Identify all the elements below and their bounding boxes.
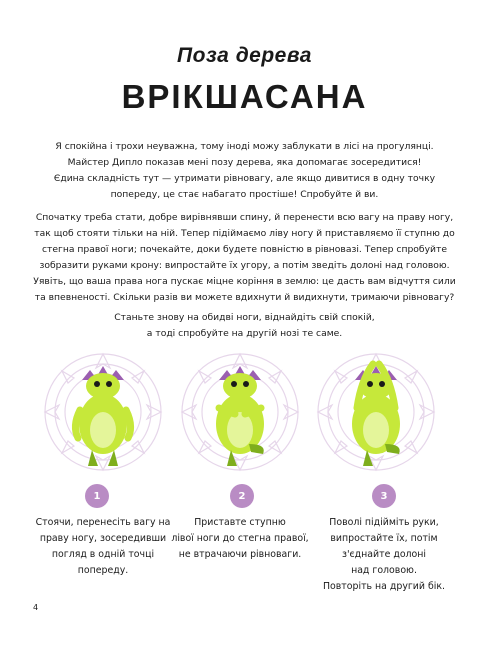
step-caption-line: праву ногу, зосередивши bbox=[39, 533, 167, 544]
step-caption-line: погляд в одній точці bbox=[51, 549, 155, 560]
instructions-line: зобразити руками крону: випростайте їх угору, а потім зведіть долоні над головою. bbox=[39, 260, 450, 271]
intro-line: попереду, це стає набагато простіше! Спробуйте й ви. bbox=[110, 189, 379, 200]
step-2-caption bbox=[165, 515, 315, 563]
step-1-badge: 1 bbox=[85, 484, 109, 508]
step-caption-line: Повторіть на другий бік. bbox=[323, 581, 445, 592]
instructions-line: Уявіть, що ваша права нога пускає міцне коріння в землю: це дасть вам відчуття сили bbox=[33, 276, 456, 287]
instructions-line: так щоб стояти тільки на ній. Тепер підіймаємо ліву ногу й приставляємо її ступню до bbox=[34, 228, 455, 239]
step-caption-line: Приставте ступню bbox=[194, 517, 286, 528]
step-3-caption bbox=[309, 515, 459, 595]
intro-line: Майстер Дипло показав мені позу дерева, яка допомагає зосередитися! bbox=[67, 157, 422, 168]
dinosaur-pose-3-illustration bbox=[311, 350, 441, 480]
step-2-badge: 2 bbox=[230, 484, 254, 508]
step-caption-line: не втрачаючи рівноваги. bbox=[178, 549, 302, 560]
step-caption-line: Стоячи, перенесіть вагу на bbox=[35, 517, 171, 528]
repeat-line: Станьте знову на обидві ноги, віднайдіть свій спокій, bbox=[114, 312, 375, 323]
intro-line: Єдина складність тут — утримати рівновагу, але якщо дивитися в одну точку bbox=[53, 173, 436, 184]
instructions-paragraph bbox=[30, 210, 459, 306]
step-caption-line: з'єднайте долоні bbox=[341, 549, 427, 560]
step-caption-line: попереду. bbox=[77, 565, 129, 576]
dinosaur-figure bbox=[75, 366, 130, 466]
page-title: ВРІКШАСАНА bbox=[121, 78, 368, 115]
dinosaur-figure bbox=[352, 364, 400, 466]
intro-line: Я спокійна і трохи неуважна, тому іноді можу заблукати в лісі на прогулянці. bbox=[55, 141, 434, 152]
step-1-caption bbox=[28, 515, 178, 579]
intro-paragraph bbox=[30, 139, 459, 203]
step-caption-line: лівої ноги до стегна правої, bbox=[171, 533, 309, 544]
page-subtitle: Поза дерева bbox=[177, 44, 312, 67]
dinosaur-pose-2-illustration bbox=[175, 350, 305, 480]
step-3-badge: 3 bbox=[372, 484, 396, 508]
step-caption-line: випростайте їх, потім bbox=[330, 533, 438, 544]
step-caption-line: над головою. bbox=[351, 565, 417, 576]
repeat-line: а тоді спробуйте на другій нозі те саме. bbox=[146, 328, 343, 339]
dinosaur-figure bbox=[216, 366, 264, 466]
dinosaur-pose-1-illustration bbox=[38, 350, 168, 480]
step-caption-line: Поволі підійміть руки, bbox=[329, 517, 439, 528]
page-number: 4 bbox=[33, 603, 39, 612]
instructions-line: та впевненості. Скільки разів ви можете вдихнути й видихнути, тримаючи рівновагу? bbox=[34, 292, 455, 303]
instructions-line: Спочатку треба стати, добре вирівнявши спину, й перенести всю вагу на праву ногу, bbox=[35, 212, 454, 223]
repeat-paragraph bbox=[30, 310, 459, 342]
instructions-line: стегна правої ноги; почекайте, доки будете повністю в рівновазі. Тепер спробуйте bbox=[41, 244, 448, 255]
